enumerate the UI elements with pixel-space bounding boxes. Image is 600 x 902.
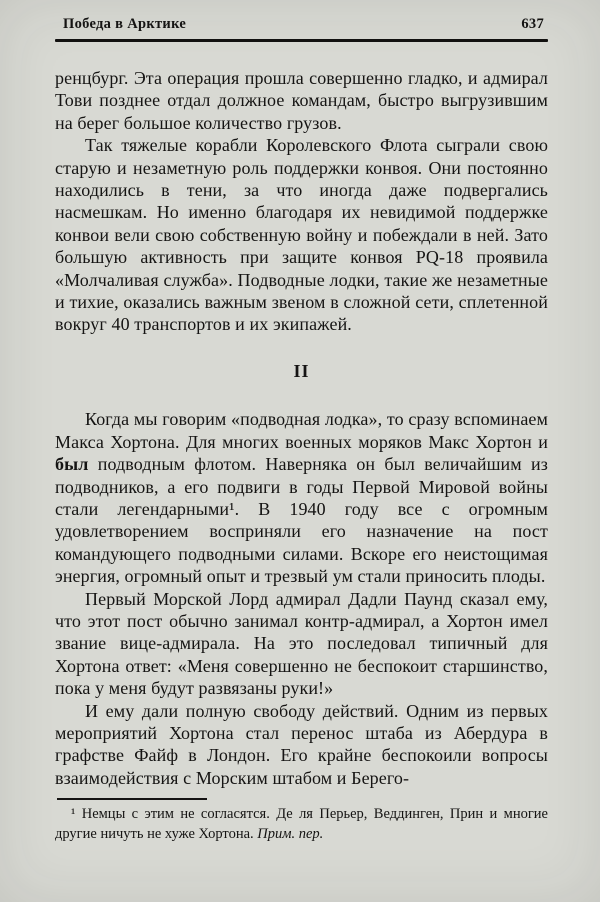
paragraph-text: Когда мы говорим «подводная лодка», то сразу вспоминаем Макса Хортона. Для многих военных моряков Макс Хортон и (55, 409, 548, 452)
paragraph (55, 408, 548, 587)
paragraph: ренцбург. Эта операция прошла совершенно гладко, и адмирал Тови позднее отдал должное командам, быстро выгрузившим на берег большое количество грузов. (55, 68, 548, 133)
page-number: 637 (521, 16, 544, 32)
paragraph: Первый Морской Лорд адмирал Дадли Паунд сказал ему, что этот пост обычно занимал контр-адмирал, а Хортон имел звание вице-адмирала. На это последовал типичный для Хортона ответ: «Меня совершенно не беспокоит старшинство, пока у меня будут развязаны руки!» (55, 588, 548, 699)
footnote-marker: ¹ (71, 806, 76, 823)
bold-word: был (55, 454, 89, 475)
running-header (55, 16, 548, 33)
footnote-area (55, 798, 548, 844)
footnote-text: Немцы с этим не согласятся. Де ля Перьер, Веддинген, Прин и многие другие ничуть не хуже Хортона. (55, 806, 548, 842)
chapter-title: Победа в Арктике (63, 16, 187, 32)
paragraph-text: подводным флотом. Наверняка он был величайшим из подводников, а его подвиги в годы Первой Мировой войны стали легендарными¹. В 1940 году все с огромным удовлетворением восприняли его назначение на пост командующего подводными силами. Вскоре его неистощимая энергия, огромный опыт и трезвый ум стали приносить плоды. (55, 454, 548, 587)
footnote-attribution: Прим. пер. (257, 825, 324, 842)
footnote-separator (57, 798, 207, 800)
section-heading: II (293, 360, 310, 381)
footnote (55, 805, 548, 844)
paragraph: И ему дали полную свободу действий. Одним из первых мероприятий Хортона стал перенос штаба из Абердура в графстве Файф в Лондон. Его крайне беспокоили вопросы взаимодействия с Морским штабом и Берего- (55, 700, 548, 788)
header-rule (55, 39, 548, 42)
page-body (55, 67, 548, 789)
paragraph: Так тяжелые корабли Королевского Флота сыграли свою старую и незаметную роль поддержки конвоя. Они постоянно находились в тени, за что иногда даже подвергались насмешкам. Но именно благодаря их невидимой поддержке конвои вели свою собственную войну и побеждали в ней. Зато большую активность при защите конвоя PQ-18 проявила «Молчаливая служба». Подводные лодки, такие же незаметные и тихие, оказались важным звеном в сложной сети, сплетенной вокруг 40 транспортов и их экипажей. (55, 135, 548, 335)
